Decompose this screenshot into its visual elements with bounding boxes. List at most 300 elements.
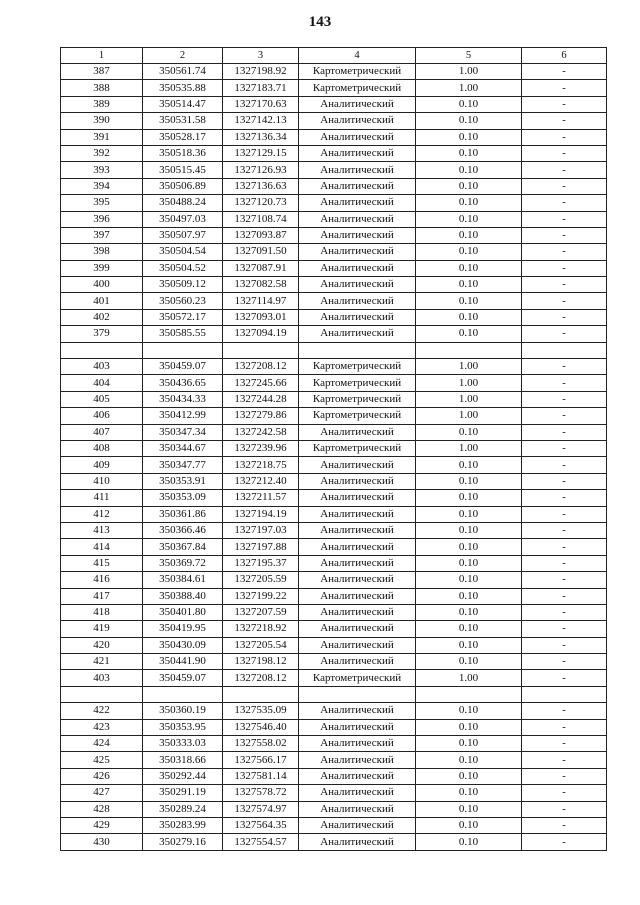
point-number-cell: 428 bbox=[61, 801, 143, 817]
x-coordinate-cell: 350506.89 bbox=[143, 178, 223, 194]
note-cell: - bbox=[522, 604, 607, 620]
accuracy-cell: 0.10 bbox=[416, 719, 522, 735]
x-coordinate-cell: 350384.61 bbox=[143, 572, 223, 588]
y-coordinate-cell: 1327205.54 bbox=[223, 637, 299, 653]
point-number-cell: 403 bbox=[61, 670, 143, 686]
method-cell: Аналитический bbox=[299, 424, 416, 440]
table-row bbox=[61, 522, 607, 538]
y-coordinate-cell: 1327546.40 bbox=[223, 719, 299, 735]
point-number-cell: 412 bbox=[61, 506, 143, 522]
x-coordinate-cell bbox=[143, 342, 223, 358]
point-number-cell: 424 bbox=[61, 736, 143, 752]
point-number-cell: 393 bbox=[61, 162, 143, 178]
note-cell: - bbox=[522, 129, 607, 145]
table-row bbox=[61, 604, 607, 620]
x-coordinate-cell: 350515.45 bbox=[143, 162, 223, 178]
y-coordinate-cell bbox=[223, 342, 299, 358]
point-number-cell: 397 bbox=[61, 227, 143, 243]
page-number: 143 bbox=[308, 14, 332, 30]
point-number-cell: 416 bbox=[61, 572, 143, 588]
note-cell: - bbox=[522, 195, 607, 211]
point-number-cell: 417 bbox=[61, 588, 143, 604]
point-number-cell: 402 bbox=[61, 309, 143, 325]
accuracy-cell: 0.10 bbox=[416, 768, 522, 784]
point-number-cell: 407 bbox=[61, 424, 143, 440]
method-cell: Аналитический bbox=[299, 785, 416, 801]
y-coordinate-cell bbox=[223, 686, 299, 702]
y-coordinate-cell: 1327218.75 bbox=[223, 457, 299, 473]
method-cell: Аналитический bbox=[299, 113, 416, 129]
y-coordinate-cell: 1327558.02 bbox=[223, 736, 299, 752]
note-cell: - bbox=[522, 719, 607, 735]
accuracy-cell: 0.10 bbox=[416, 195, 522, 211]
x-coordinate-cell: 350283.99 bbox=[143, 817, 223, 833]
table-row bbox=[61, 227, 607, 243]
x-coordinate-cell: 350292.44 bbox=[143, 768, 223, 784]
table-body bbox=[61, 48, 607, 851]
table-row bbox=[61, 703, 607, 719]
method-cell: Аналитический bbox=[299, 752, 416, 768]
y-coordinate-cell: 1327239.96 bbox=[223, 440, 299, 456]
method-cell: Картометрический bbox=[299, 359, 416, 375]
accuracy-cell: 0.10 bbox=[416, 227, 522, 243]
note-cell: - bbox=[522, 375, 607, 391]
point-number-cell: 408 bbox=[61, 440, 143, 456]
note-cell: - bbox=[522, 522, 607, 538]
x-coordinate-cell: 350560.23 bbox=[143, 293, 223, 309]
accuracy-cell: 1.00 bbox=[416, 670, 522, 686]
note-cell: - bbox=[522, 801, 607, 817]
header-row bbox=[61, 48, 607, 64]
accuracy-cell: 1.00 bbox=[416, 80, 522, 96]
y-coordinate-cell: 1327578.72 bbox=[223, 785, 299, 801]
method-cell: Аналитический bbox=[299, 277, 416, 293]
method-cell: Аналитический bbox=[299, 473, 416, 489]
table-row bbox=[61, 375, 607, 391]
table-row bbox=[61, 211, 607, 227]
note-cell: - bbox=[522, 654, 607, 670]
accuracy-cell: 0.10 bbox=[416, 490, 522, 506]
note-cell: - bbox=[522, 326, 607, 342]
method-cell: Аналитический bbox=[299, 129, 416, 145]
coordinates-table bbox=[60, 47, 607, 851]
method-cell: Аналитический bbox=[299, 260, 416, 276]
y-coordinate-cell: 1327136.63 bbox=[223, 178, 299, 194]
y-coordinate-cell: 1327126.93 bbox=[223, 162, 299, 178]
table-row bbox=[61, 621, 607, 637]
point-number-cell: 409 bbox=[61, 457, 143, 473]
method-cell: Аналитический bbox=[299, 834, 416, 850]
x-coordinate-cell: 350514.47 bbox=[143, 96, 223, 112]
method-cell: Аналитический bbox=[299, 309, 416, 325]
y-coordinate-cell: 1327094.19 bbox=[223, 326, 299, 342]
x-coordinate-cell: 350291.19 bbox=[143, 785, 223, 801]
method-cell: Картометрический bbox=[299, 64, 416, 80]
table-row bbox=[61, 64, 607, 80]
method-cell: Картометрический bbox=[299, 80, 416, 96]
point-number-cell: 425 bbox=[61, 752, 143, 768]
x-coordinate-cell: 350419.95 bbox=[143, 621, 223, 637]
method-cell: Картометрический bbox=[299, 391, 416, 407]
point-number-cell: 389 bbox=[61, 96, 143, 112]
x-coordinate-cell: 350412.99 bbox=[143, 408, 223, 424]
accuracy-cell: 1.00 bbox=[416, 408, 522, 424]
y-coordinate-cell: 1327198.92 bbox=[223, 64, 299, 80]
table-row bbox=[61, 96, 607, 112]
note-cell: - bbox=[522, 309, 607, 325]
point-number-cell: 426 bbox=[61, 768, 143, 784]
y-coordinate-cell: 1327208.12 bbox=[223, 359, 299, 375]
column-header: 1 bbox=[61, 48, 143, 64]
method-cell: Аналитический bbox=[299, 326, 416, 342]
table-row bbox=[61, 752, 607, 768]
method-cell: Аналитический bbox=[299, 506, 416, 522]
x-coordinate-cell: 350318.66 bbox=[143, 752, 223, 768]
note-cell: - bbox=[522, 752, 607, 768]
x-coordinate-cell: 350436.65 bbox=[143, 375, 223, 391]
point-number-cell bbox=[61, 342, 143, 358]
point-number-cell: 396 bbox=[61, 211, 143, 227]
point-number-cell: 404 bbox=[61, 375, 143, 391]
column-header: 5 bbox=[416, 48, 522, 64]
point-number-cell: 410 bbox=[61, 473, 143, 489]
accuracy-cell: 1.00 bbox=[416, 391, 522, 407]
accuracy-cell: 0.10 bbox=[416, 834, 522, 850]
table-row bbox=[61, 817, 607, 833]
method-cell: Аналитический bbox=[299, 162, 416, 178]
y-coordinate-cell: 1327199.22 bbox=[223, 588, 299, 604]
accuracy-cell: 0.10 bbox=[416, 736, 522, 752]
note-cell bbox=[522, 342, 607, 358]
method-cell: Аналитический bbox=[299, 654, 416, 670]
accuracy-cell: 1.00 bbox=[416, 64, 522, 80]
method-cell: Аналитический bbox=[299, 490, 416, 506]
x-coordinate-cell: 350504.54 bbox=[143, 244, 223, 260]
table-row bbox=[61, 326, 607, 342]
x-coordinate-cell bbox=[143, 686, 223, 702]
y-coordinate-cell: 1327197.88 bbox=[223, 539, 299, 555]
y-coordinate-cell: 1327195.37 bbox=[223, 555, 299, 571]
note-cell: - bbox=[522, 473, 607, 489]
x-coordinate-cell: 350585.55 bbox=[143, 326, 223, 342]
point-number-cell: 395 bbox=[61, 195, 143, 211]
x-coordinate-cell: 350430.09 bbox=[143, 637, 223, 653]
accuracy-cell: 0.10 bbox=[416, 588, 522, 604]
x-coordinate-cell: 350509.12 bbox=[143, 277, 223, 293]
note-cell: - bbox=[522, 440, 607, 456]
point-number-cell: 400 bbox=[61, 277, 143, 293]
method-cell: Картометрический bbox=[299, 440, 416, 456]
accuracy-cell: 1.00 bbox=[416, 375, 522, 391]
point-number-cell: 413 bbox=[61, 522, 143, 538]
table-row bbox=[61, 736, 607, 752]
note-cell: - bbox=[522, 621, 607, 637]
accuracy-cell: 0.10 bbox=[416, 326, 522, 342]
accuracy-cell: 0.10 bbox=[416, 604, 522, 620]
note-cell: - bbox=[522, 211, 607, 227]
accuracy-cell: 0.10 bbox=[416, 801, 522, 817]
point-number-cell: 411 bbox=[61, 490, 143, 506]
table-row bbox=[61, 178, 607, 194]
point-number-cell: 398 bbox=[61, 244, 143, 260]
x-coordinate-cell: 350353.91 bbox=[143, 473, 223, 489]
x-coordinate-cell: 350369.72 bbox=[143, 555, 223, 571]
note-cell: - bbox=[522, 113, 607, 129]
table-row bbox=[61, 686, 607, 702]
x-coordinate-cell: 350518.36 bbox=[143, 145, 223, 161]
method-cell: Аналитический bbox=[299, 736, 416, 752]
y-coordinate-cell: 1327183.71 bbox=[223, 80, 299, 96]
note-cell: - bbox=[522, 244, 607, 260]
column-header: 3 bbox=[223, 48, 299, 64]
point-number-cell: 399 bbox=[61, 260, 143, 276]
y-coordinate-cell: 1327535.09 bbox=[223, 703, 299, 719]
accuracy-cell: 0.10 bbox=[416, 637, 522, 653]
point-number-cell: 406 bbox=[61, 408, 143, 424]
table-row bbox=[61, 113, 607, 129]
note-cell: - bbox=[522, 588, 607, 604]
x-coordinate-cell: 350366.46 bbox=[143, 522, 223, 538]
accuracy-cell: 0.10 bbox=[416, 96, 522, 112]
method-cell: Аналитический bbox=[299, 178, 416, 194]
y-coordinate-cell: 1327208.12 bbox=[223, 670, 299, 686]
table-row bbox=[61, 260, 607, 276]
y-coordinate-cell: 1327194.19 bbox=[223, 506, 299, 522]
accuracy-cell: 0.10 bbox=[416, 260, 522, 276]
method-cell: Картометрический bbox=[299, 375, 416, 391]
table-row bbox=[61, 80, 607, 96]
table-row bbox=[61, 195, 607, 211]
note-cell: - bbox=[522, 834, 607, 850]
note-cell: - bbox=[522, 457, 607, 473]
table-row bbox=[61, 359, 607, 375]
note-cell: - bbox=[522, 96, 607, 112]
table-row bbox=[61, 309, 607, 325]
table-row bbox=[61, 162, 607, 178]
y-coordinate-cell: 1327566.17 bbox=[223, 752, 299, 768]
x-coordinate-cell: 350401.80 bbox=[143, 604, 223, 620]
y-coordinate-cell: 1327245.66 bbox=[223, 375, 299, 391]
method-cell: Аналитический bbox=[299, 522, 416, 538]
point-number-cell: 427 bbox=[61, 785, 143, 801]
point-number-cell: 388 bbox=[61, 80, 143, 96]
table-row bbox=[61, 145, 607, 161]
method-cell: Аналитический bbox=[299, 604, 416, 620]
point-number-cell: 419 bbox=[61, 621, 143, 637]
method-cell: Аналитический bbox=[299, 96, 416, 112]
y-coordinate-cell: 1327205.59 bbox=[223, 572, 299, 588]
y-coordinate-cell: 1327142.13 bbox=[223, 113, 299, 129]
table-row bbox=[61, 654, 607, 670]
note-cell: - bbox=[522, 572, 607, 588]
table-row bbox=[61, 506, 607, 522]
accuracy-cell: 0.10 bbox=[416, 162, 522, 178]
table-row bbox=[61, 391, 607, 407]
note-cell: - bbox=[522, 80, 607, 96]
x-coordinate-cell: 350367.84 bbox=[143, 539, 223, 555]
note-cell: - bbox=[522, 408, 607, 424]
table-row bbox=[61, 457, 607, 473]
accuracy-cell: 0.10 bbox=[416, 817, 522, 833]
table-row bbox=[61, 490, 607, 506]
x-coordinate-cell: 350459.07 bbox=[143, 359, 223, 375]
accuracy-cell: 0.10 bbox=[416, 654, 522, 670]
y-coordinate-cell: 1327554.57 bbox=[223, 834, 299, 850]
table-row bbox=[61, 785, 607, 801]
table-row bbox=[61, 244, 607, 260]
accuracy-cell: 0.10 bbox=[416, 621, 522, 637]
accuracy-cell: 0.10 bbox=[416, 506, 522, 522]
accuracy-cell bbox=[416, 342, 522, 358]
table-row bbox=[61, 588, 607, 604]
note-cell: - bbox=[522, 359, 607, 375]
x-coordinate-cell: 350388.40 bbox=[143, 588, 223, 604]
point-number-cell: 392 bbox=[61, 145, 143, 161]
method-cell: Аналитический bbox=[299, 703, 416, 719]
point-number-cell: 429 bbox=[61, 817, 143, 833]
table-row bbox=[61, 637, 607, 653]
x-coordinate-cell: 350561.74 bbox=[143, 64, 223, 80]
x-coordinate-cell: 350459.07 bbox=[143, 670, 223, 686]
y-coordinate-cell: 1327197.03 bbox=[223, 522, 299, 538]
note-cell: - bbox=[522, 293, 607, 309]
y-coordinate-cell: 1327114.97 bbox=[223, 293, 299, 309]
method-cell: Аналитический bbox=[299, 244, 416, 260]
x-coordinate-cell: 350572.17 bbox=[143, 309, 223, 325]
x-coordinate-cell: 350531.58 bbox=[143, 113, 223, 129]
column-header: 2 bbox=[143, 48, 223, 64]
note-cell: - bbox=[522, 490, 607, 506]
accuracy-cell: 0.10 bbox=[416, 424, 522, 440]
accuracy-cell: 0.10 bbox=[416, 785, 522, 801]
accuracy-cell: 0.10 bbox=[416, 522, 522, 538]
point-number-cell bbox=[61, 686, 143, 702]
method-cell: Аналитический bbox=[299, 195, 416, 211]
point-number-cell: 405 bbox=[61, 391, 143, 407]
x-coordinate-cell: 350488.24 bbox=[143, 195, 223, 211]
note-cell bbox=[522, 686, 607, 702]
point-number-cell: 390 bbox=[61, 113, 143, 129]
point-number-cell: 415 bbox=[61, 555, 143, 571]
accuracy-cell: 0.10 bbox=[416, 572, 522, 588]
method-cell: Аналитический bbox=[299, 817, 416, 833]
column-header: 6 bbox=[522, 48, 607, 64]
x-coordinate-cell: 350434.33 bbox=[143, 391, 223, 407]
note-cell: - bbox=[522, 145, 607, 161]
note-cell: - bbox=[522, 424, 607, 440]
method-cell bbox=[299, 342, 416, 358]
note-cell: - bbox=[522, 178, 607, 194]
method-cell: Картометрический bbox=[299, 670, 416, 686]
accuracy-cell: 0.10 bbox=[416, 309, 522, 325]
y-coordinate-cell: 1327093.87 bbox=[223, 227, 299, 243]
x-coordinate-cell: 350361.86 bbox=[143, 506, 223, 522]
method-cell: Аналитический bbox=[299, 457, 416, 473]
method-cell: Аналитический bbox=[299, 227, 416, 243]
y-coordinate-cell: 1327198.12 bbox=[223, 654, 299, 670]
accuracy-cell: 0.10 bbox=[416, 555, 522, 571]
x-coordinate-cell: 350507.97 bbox=[143, 227, 223, 243]
method-cell: Аналитический bbox=[299, 768, 416, 784]
note-cell: - bbox=[522, 162, 607, 178]
table-row bbox=[61, 277, 607, 293]
note-cell: - bbox=[522, 539, 607, 555]
point-number-cell: 418 bbox=[61, 604, 143, 620]
accuracy-cell: 0.10 bbox=[416, 473, 522, 489]
note-cell: - bbox=[522, 637, 607, 653]
method-cell: Аналитический bbox=[299, 539, 416, 555]
method-cell: Аналитический bbox=[299, 637, 416, 653]
method-cell: Аналитический bbox=[299, 293, 416, 309]
note-cell: - bbox=[522, 277, 607, 293]
x-coordinate-cell: 350353.09 bbox=[143, 490, 223, 506]
y-coordinate-cell: 1327211.57 bbox=[223, 490, 299, 506]
method-cell: Аналитический bbox=[299, 572, 416, 588]
note-cell: - bbox=[522, 391, 607, 407]
x-coordinate-cell: 350289.24 bbox=[143, 801, 223, 817]
accuracy-cell: 0.10 bbox=[416, 539, 522, 555]
y-coordinate-cell: 1327218.92 bbox=[223, 621, 299, 637]
method-cell: Аналитический bbox=[299, 211, 416, 227]
accuracy-cell bbox=[416, 686, 522, 702]
point-number-cell: 391 bbox=[61, 129, 143, 145]
table-row bbox=[61, 293, 607, 309]
accuracy-cell: 1.00 bbox=[416, 359, 522, 375]
y-coordinate-cell: 1327120.73 bbox=[223, 195, 299, 211]
note-cell: - bbox=[522, 736, 607, 752]
accuracy-cell: 0.10 bbox=[416, 113, 522, 129]
table-row bbox=[61, 440, 607, 456]
accuracy-cell: 0.10 bbox=[416, 752, 522, 768]
point-number-cell: 414 bbox=[61, 539, 143, 555]
y-coordinate-cell: 1327564.35 bbox=[223, 817, 299, 833]
table-row bbox=[61, 539, 607, 555]
y-coordinate-cell: 1327207.59 bbox=[223, 604, 299, 620]
method-cell: Аналитический bbox=[299, 555, 416, 571]
note-cell: - bbox=[522, 506, 607, 522]
note-cell: - bbox=[522, 555, 607, 571]
table-row bbox=[61, 473, 607, 489]
accuracy-cell: 0.10 bbox=[416, 244, 522, 260]
y-coordinate-cell: 1327242.58 bbox=[223, 424, 299, 440]
method-cell: Аналитический bbox=[299, 621, 416, 637]
x-coordinate-cell: 350347.34 bbox=[143, 424, 223, 440]
accuracy-cell: 0.10 bbox=[416, 145, 522, 161]
x-coordinate-cell: 350535.88 bbox=[143, 80, 223, 96]
y-coordinate-cell: 1327574.97 bbox=[223, 801, 299, 817]
method-cell: Аналитический bbox=[299, 145, 416, 161]
accuracy-cell: 0.10 bbox=[416, 129, 522, 145]
y-coordinate-cell: 1327082.58 bbox=[223, 277, 299, 293]
note-cell: - bbox=[522, 227, 607, 243]
table-row bbox=[61, 719, 607, 735]
table-row bbox=[61, 129, 607, 145]
table-row bbox=[61, 408, 607, 424]
table-row bbox=[61, 424, 607, 440]
method-cell: Аналитический bbox=[299, 801, 416, 817]
x-coordinate-cell: 350528.17 bbox=[143, 129, 223, 145]
table-row bbox=[61, 768, 607, 784]
accuracy-cell: 0.10 bbox=[416, 211, 522, 227]
note-cell: - bbox=[522, 768, 607, 784]
point-number-cell: 430 bbox=[61, 834, 143, 850]
point-number-cell: 379 bbox=[61, 326, 143, 342]
method-cell bbox=[299, 686, 416, 702]
accuracy-cell: 0.10 bbox=[416, 703, 522, 719]
table-row bbox=[61, 572, 607, 588]
x-coordinate-cell: 350344.67 bbox=[143, 440, 223, 456]
method-cell: Картометрический bbox=[299, 408, 416, 424]
